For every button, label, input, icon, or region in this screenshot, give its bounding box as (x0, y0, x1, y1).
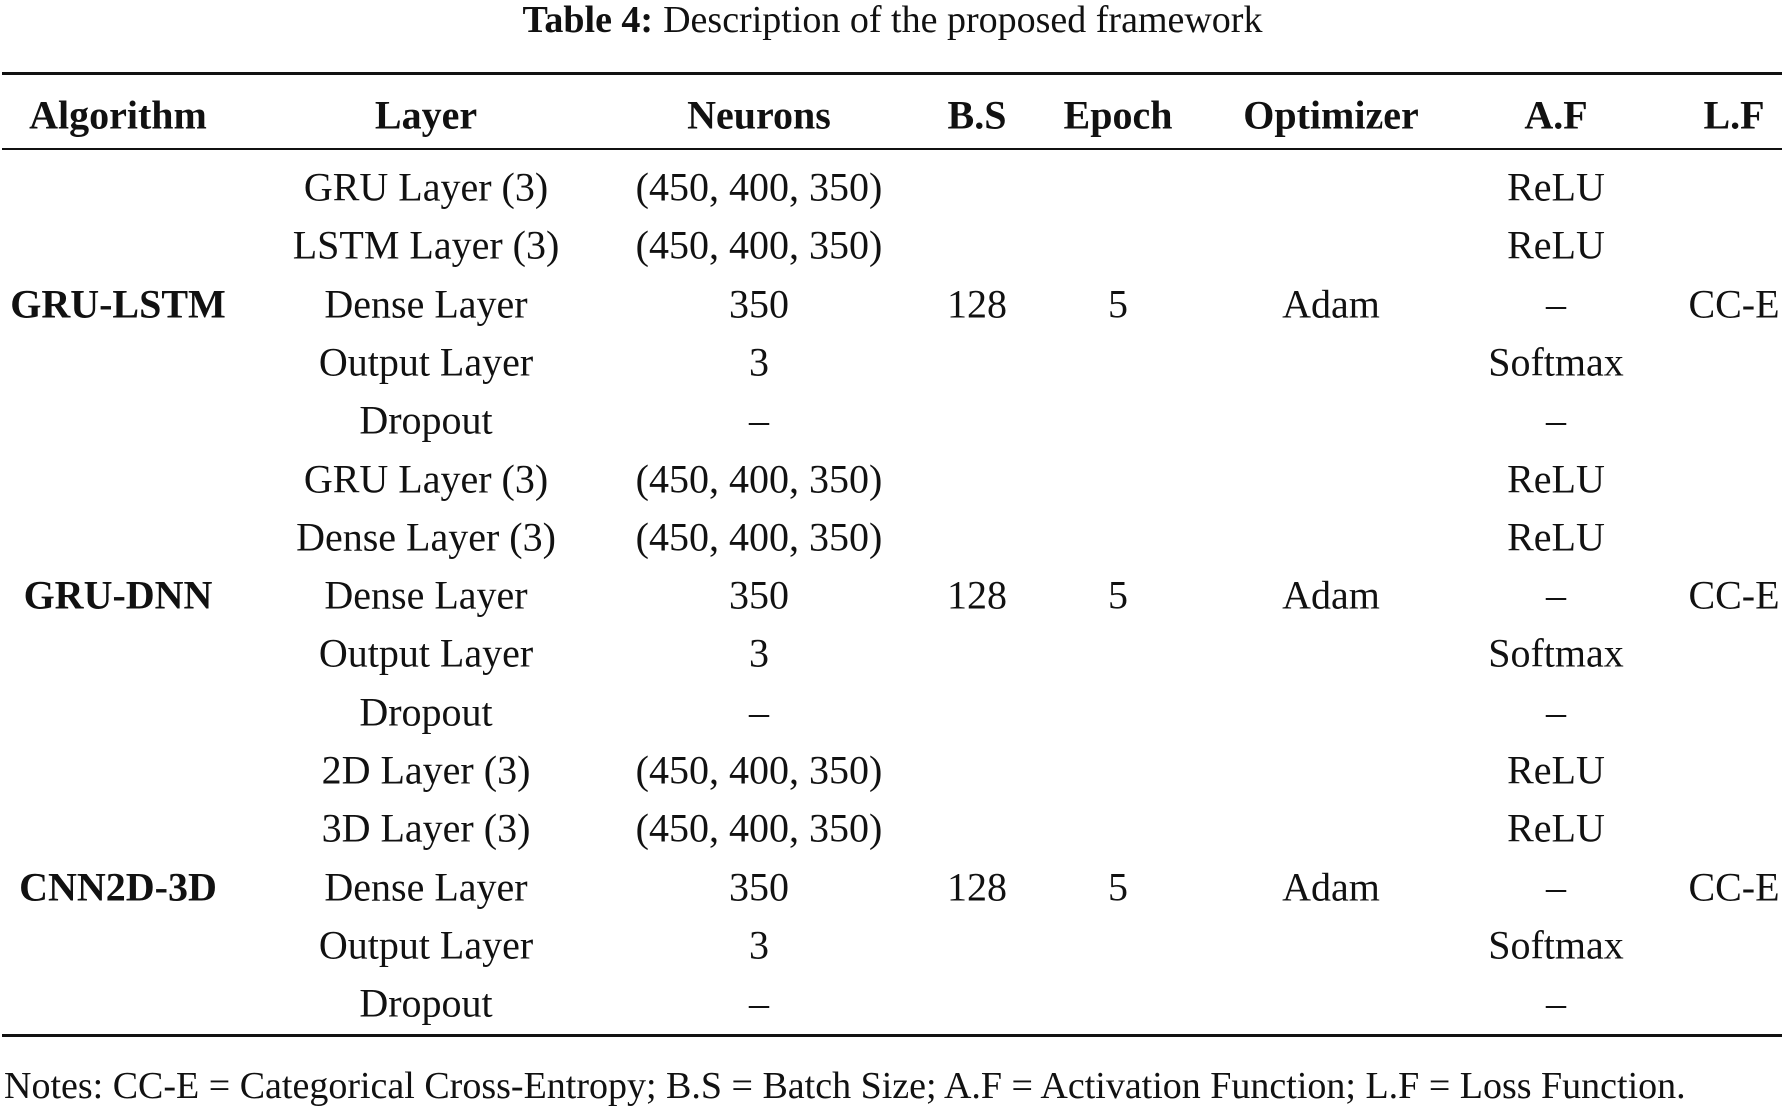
header-af: A.F (1524, 92, 1588, 138)
neurons-cell: (450, 400, 350) (635, 164, 883, 210)
layer-cell: Dense Layer (324, 281, 528, 327)
layer-cell: Dense Layer (324, 864, 528, 910)
header-algorithm: Algorithm (29, 92, 207, 138)
layer-cell: GRU Layer (3) (303, 164, 549, 210)
neurons-cell: (450, 400, 350) (635, 456, 883, 501)
neurons-cell: 3 (749, 630, 769, 676)
table-bottom-rule (2, 1034, 1782, 1037)
loss-function-cell: CC-E (1688, 572, 1780, 618)
activation-function-cell: ReLU (1507, 456, 1605, 501)
neurons-cell: 350 (729, 572, 789, 618)
algorithm-cell: CNN2D-3D (19, 864, 217, 910)
epoch-cell: 5 (1108, 864, 1128, 910)
activation-function-cell: Softmax (1488, 922, 1624, 968)
neurons-cell: 350 (729, 281, 789, 327)
layer-cell: Output Layer (318, 339, 534, 385)
layer-cell: LSTM Layer (3) (292, 222, 560, 268)
header-layer: Layer (374, 92, 478, 138)
neurons-cell: 350 (729, 864, 789, 910)
layer-cell: 2D Layer (3) (321, 747, 531, 793)
activation-function-cell: – (1546, 572, 1566, 618)
neurons-cell: (450, 400, 350) (635, 805, 883, 851)
table-top-rule (2, 72, 1782, 75)
neurons-cell: – (749, 689, 769, 735)
epoch-cell: 5 (1108, 572, 1128, 618)
layer-cell: Dropout (359, 980, 493, 1026)
neurons-cell: (450, 400, 350) (635, 222, 883, 268)
activation-function-cell: ReLU (1507, 514, 1605, 560)
neurons-cell: – (749, 980, 769, 1026)
activation-function-cell: ReLU (1507, 747, 1605, 793)
layer-cell: Dropout (359, 689, 493, 735)
neurons-cell: (450, 400, 350) (635, 747, 883, 793)
activation-function-cell: – (1546, 281, 1566, 327)
activation-function-cell: ReLU (1507, 805, 1605, 851)
table-header-rule (2, 148, 1782, 150)
epoch-cell: 5 (1108, 281, 1128, 327)
batch-size-cell: 128 (947, 864, 1007, 910)
activation-function-cell: – (1546, 864, 1566, 910)
activation-function-cell: ReLU (1507, 164, 1605, 210)
layer-cell: Output Layer (318, 630, 534, 676)
layer-cell: Dense Layer (3) (296, 514, 556, 560)
optimizer-cell: Adam (1282, 864, 1380, 910)
header-lf: L.F (1703, 92, 1765, 138)
loss-function-cell: CC-E (1688, 864, 1780, 910)
table-caption-label: Table 4: (522, 0, 654, 41)
table-caption (0, 0, 1785, 40)
neurons-cell: 3 (749, 339, 769, 385)
loss-function-cell: CC-E (1688, 281, 1780, 327)
neurons-cell: – (749, 397, 769, 443)
layer-cell: Dropout (359, 397, 493, 443)
optimizer-cell: Adam (1282, 281, 1380, 327)
activation-function-cell: – (1546, 980, 1566, 1026)
header-optimizer: Optimizer (1243, 92, 1419, 138)
header-epoch: Epoch (1063, 92, 1173, 138)
activation-function-cell: – (1546, 397, 1566, 443)
table-notes: Notes: CC-E = Categorical Cross-Entropy; B.S = Batch Size; A.F = Activation Function; L.F = Loss Function. (4, 1065, 1686, 1107)
optimizer-cell: Adam (1282, 572, 1380, 618)
batch-size-cell: 128 (947, 281, 1007, 327)
algorithm-cell: GRU-DNN (23, 572, 213, 618)
activation-function-cell: Softmax (1488, 339, 1624, 385)
activation-function-cell: – (1546, 689, 1566, 735)
activation-function-cell: Softmax (1488, 630, 1624, 676)
layer-cell: 3D Layer (3) (321, 805, 531, 851)
header-bs: B.S (947, 92, 1007, 138)
neurons-cell: 3 (749, 922, 769, 968)
neurons-cell: (450, 400, 350) (635, 514, 883, 560)
layer-cell: Output Layer (318, 922, 534, 968)
header-neurons: Neurons (687, 92, 831, 138)
batch-size-cell: 128 (947, 572, 1007, 618)
table-caption-text: Description of the proposed framework (663, 0, 1263, 41)
layer-cell: Dense Layer (324, 572, 528, 618)
layer-cell: GRU Layer (3) (303, 456, 549, 501)
activation-function-cell: ReLU (1507, 222, 1605, 268)
algorithm-cell: GRU-LSTM (10, 281, 226, 327)
